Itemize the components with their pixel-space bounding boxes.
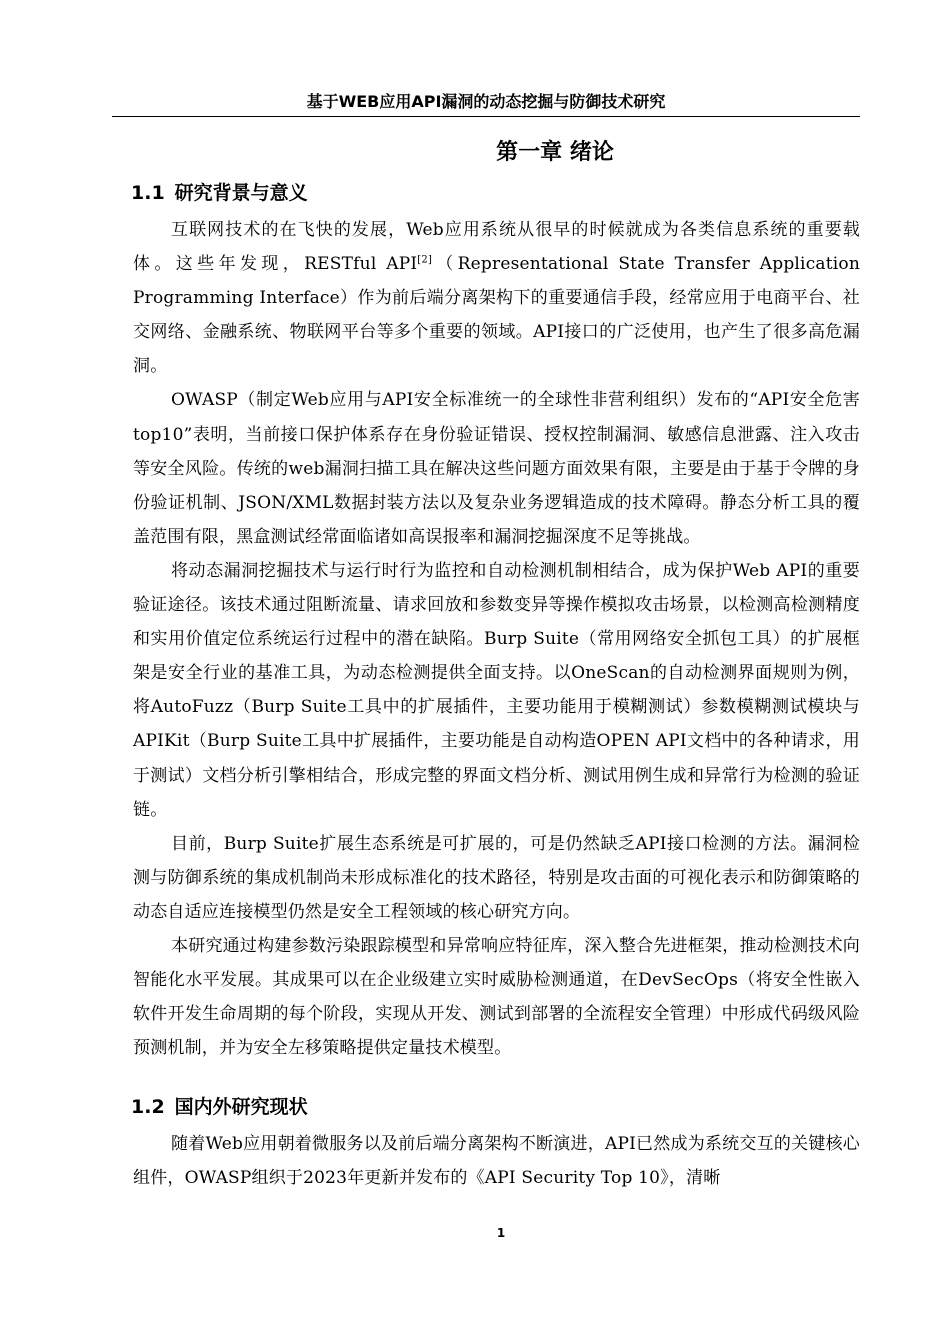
header-divider — [112, 116, 860, 117]
section-body-1-1 — [133, 213, 860, 1065]
section-heading-1-1 — [131, 179, 308, 207]
section-title: 国内外研究现状 — [174, 1096, 308, 1118]
paragraph: 随着Web应用朝着微服务以及前后端分离架构不断演进，API已然成为系统交互的关键核心组件，OWASP组织于2023年更新并发布的《API Security Top 10》，清晰 — [133, 1134, 860, 1189]
paragraph: 目前，Burp Suite扩展生态系统是可扩展的，可是仍然缺乏API接口检测的方法。漏洞检测与防御系统的集成机制尚未形成标准化的技术路径，特别是攻击面的可视化表示和防御策略的动态自适应连接模型仍然是安全工程领域的核心研究方向。 — [133, 833, 860, 922]
section-title: 研究背景与意义 — [174, 182, 308, 204]
paragraph: 本研究通过构建参数污染跟踪模型和异常响应特征库，深入整合先进框架，推动检测技术向智能化水平发展。其成果可以在企业级建立实时威胁检测通道，在DevSecOps（将安全性嵌入软件开发生命周期的每个阶段，实现从开发、测试到部署的全流程安全管理）中形成代码级风险预测机制，并为安全左移策略提供定量技术模型。 — [133, 935, 860, 1059]
section-body-1-2 — [133, 1127, 860, 1195]
citation-marker: [2] — [417, 254, 433, 266]
paragraph: OWASP（制定Web应用与API安全标准统一的全球性非营利组织）发布的“API安全危害top10”表明，当前接口保护体系存在身份验证错误、授权控制漏洞、敏感信息泄露、注入攻击等安全风险。传统的web漏洞扫描工具在解决这些问题方面效果有限，主要是由于基于令牌的身份验证机制、JSON/XML数据封装方法以及复杂业务逻辑造成的技术障碍。静态分析工具的覆盖范围有限，黑盒测试经常面临诸如高误报率和漏洞挖掘深度不足等挑战。 — [133, 390, 860, 547]
section-heading-1-2 — [131, 1093, 308, 1121]
paragraph: 互联网技术的在飞快的发展，Web应用系统从很早的时候就成为各类信息系统的重要载体。这些年发现，RESTful API[2]（Representational State Transfer Application Programming Interface）作为前后端分离架构下的重要通信手段，经常应用于电商平台、社交网络、金融系统、物联网平台等多个重要的领域。API接口的广泛使用，也产生了很多高危漏洞。 — [133, 220, 860, 377]
chapter-title: 第一章 绪论 — [496, 140, 614, 165]
page-number: 1 — [496, 1226, 506, 1240]
section-number: 1.1 — [131, 182, 165, 204]
section-number: 1.2 — [131, 1096, 165, 1118]
paragraph: 将动态漏洞挖掘技术与运行时行为监控和自动检测机制相结合，成为保护Web API的重要验证途径。该技术通过阻断流量、请求回放和参数变异等操作模拟攻击场景，以检测高检测精度和实用价值定位系统运行过程中的潜在缺陷。Burp Suite（常用网络安全抓包工具）的扩展框架是安全行业的基准工具，为动态检测提供全面支持。以OneScan的自动检测界面规则为例，将AutoFuzz（Burp Suite工具中的扩展插件，主要功能用于模糊测试）参数模糊测试模块与APIKit（Burp Suite工具中扩展插件，主要功能是自动构造OPEN API文档中的各种请求，用于测试）文档分析引擎相结合，形成完整的界面文档分析、测试用例生成和异常行为检测的验证链。 — [133, 560, 860, 820]
running-header: 基于WEB应用API漏洞的动态挖掘与防御技术研究 — [306, 92, 666, 111]
